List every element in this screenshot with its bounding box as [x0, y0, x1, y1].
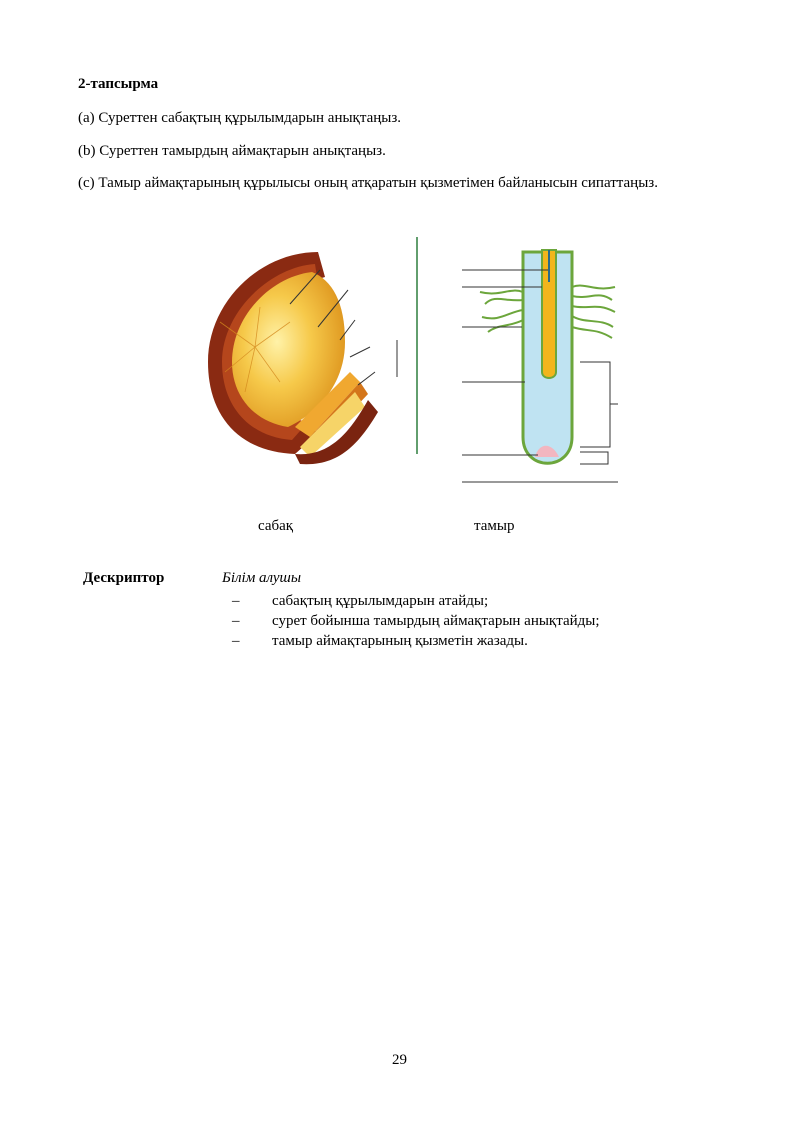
question-a: (a) Суреттен сабақтың құрылымдарын анықтаңыз.: [78, 110, 402, 126]
bullet-dash: –: [232, 633, 240, 649]
criteria-list: [232, 591, 600, 651]
criterion-text: сурет бойынша тамырдың аймақтарын анықтайды;: [272, 613, 600, 629]
task-title: 2-тапсырма: [78, 76, 159, 92]
criterion-text: сабақтың құрылымдарын атайды;: [272, 593, 489, 609]
bullet-dash: –: [232, 593, 240, 609]
question-c: (c) Тамыр аймақтарының құрылысы оның атқаратын қызметімен байланысын сипаттаңыз.: [78, 175, 658, 191]
criterion-text: тамыр аймақтарының қызметін жазады.: [272, 633, 528, 649]
learner-label: Білім алушы: [222, 570, 302, 586]
list-item: [232, 591, 600, 611]
root-caption: тамыр: [474, 518, 515, 534]
list-item: [232, 631, 600, 651]
descriptor-label: Дескриптор: [83, 570, 165, 586]
bullet-dash: –: [232, 613, 240, 629]
stem-illustration: [208, 252, 397, 464]
list-item: [232, 611, 600, 631]
root-illustration: [462, 250, 618, 482]
biology-figure: [200, 232, 630, 492]
stem-root-illustration: [200, 232, 630, 492]
question-b: (b) Суреттен тамырдың аймақтарын анықтаңыз.: [78, 143, 386, 159]
stem-caption: сабақ: [258, 518, 294, 534]
page-number: 29: [392, 1052, 407, 1068]
